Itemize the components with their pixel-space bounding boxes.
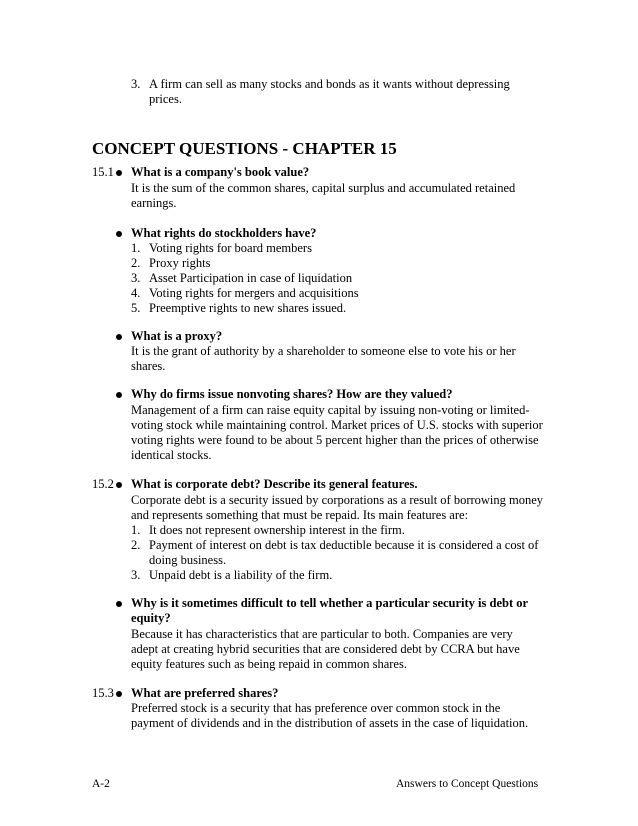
list-text: Voting rights for mergers and acquisitions	[149, 286, 359, 300]
answer-text: and represents something that must be repaid. Its main features are:	[131, 508, 469, 522]
list-text: Unpaid debt is a liability of the firm.	[149, 568, 333, 582]
question-debt-or-equity: Why is it sometimes difficult to tell whether a particular security is debt or	[131, 596, 529, 610]
answer-text: identical stocks.	[131, 448, 212, 462]
answer-text: Management of a firm can raise equity capital by issuing non-voting or limited-	[131, 403, 530, 417]
bullet-icon	[116, 392, 122, 398]
answer-text: shares.	[131, 359, 166, 373]
bullet-icon	[116, 231, 122, 237]
answer-text: It is the sum of the common shares, capital surplus and accumulated retained	[131, 181, 516, 195]
list-number: 3.	[131, 568, 141, 582]
answer-text: adept at creating hybrid securities that are considered debt by CCRA but have	[131, 642, 520, 656]
answer-text: earnings.	[131, 196, 177, 210]
list-number: 3.	[131, 77, 141, 91]
list-number: 5.	[131, 301, 141, 315]
list-text: Voting rights for board members	[149, 241, 312, 255]
answer-text: voting rights were found to be about 5 percent higher than the prices of otherwise	[131, 433, 539, 447]
list-text-continuation: doing business.	[149, 553, 227, 567]
answer-text: payment of dividends and in the distribution of assets in the case of liquidation.	[131, 716, 529, 730]
question-stockholder-rights: What rights do stockholders have?	[131, 226, 317, 240]
list-number: 2.	[131, 256, 141, 270]
question-corporate-debt: What is corporate debt? Describe its general features.	[131, 477, 418, 491]
list-number: 1.	[131, 241, 141, 255]
bullet-icon	[116, 170, 122, 176]
question-proxy: What is a proxy?	[131, 329, 223, 343]
section-number-15-2: 15.2	[92, 477, 114, 491]
question-preferred-shares: What are preferred shares?	[131, 686, 279, 700]
bullet-icon	[116, 482, 122, 488]
answer-text: Preferred stock is a security that has preference over common stock in the	[131, 701, 501, 715]
answer-text: voting stock while maintaining control. Market prices of U.S. stocks with superior	[131, 418, 543, 432]
page-number: A-2	[92, 778, 110, 790]
list-number: 4.	[131, 286, 141, 300]
footer-title: Answers to Concept Questions	[396, 778, 539, 790]
list-number: 2.	[131, 538, 141, 552]
question-book-value: What is a company's book value?	[131, 165, 310, 179]
bullet-icon	[116, 601, 122, 607]
list-number: 3.	[131, 271, 141, 285]
answer-text: Because it has characteristics that are particular to both. Companies are very	[131, 627, 513, 641]
answer-text: It is the grant of authority by a shareholder to someone else to vote his or her	[131, 344, 516, 358]
list-text-continuation: prices.	[149, 92, 182, 106]
section-number-15-1: 15.1	[92, 165, 114, 179]
bullet-icon	[116, 334, 122, 340]
list-text: Preemptive rights to new shares issued.	[149, 301, 347, 315]
answer-text: equity features such as being repaid in common shares.	[131, 657, 407, 671]
question-nonvoting-shares: Why do firms issue nonvoting shares? How are they valued?	[131, 387, 453, 401]
question-debt-or-equity-cont: equity?	[131, 611, 171, 625]
list-text: Proxy rights	[149, 256, 211, 270]
bullet-icon	[116, 691, 122, 697]
list-text: Asset Participation in case of liquidation	[149, 271, 353, 285]
section-number-15-3: 15.3	[92, 686, 114, 700]
list-text: It does not represent ownership interest in the firm.	[149, 523, 405, 537]
answer-text: Corporate debt is a security issued by corporations as a result of borrowing money	[131, 493, 544, 507]
list-text: A firm can sell as many stocks and bonds as it wants without depressing	[149, 77, 510, 91]
list-text: Payment of interest on debt is tax deductible because it is considered a cost of	[149, 538, 539, 552]
page-heading: CONCEPT QUESTIONS - CHAPTER 15	[92, 139, 397, 158]
list-number: 1.	[131, 523, 141, 537]
